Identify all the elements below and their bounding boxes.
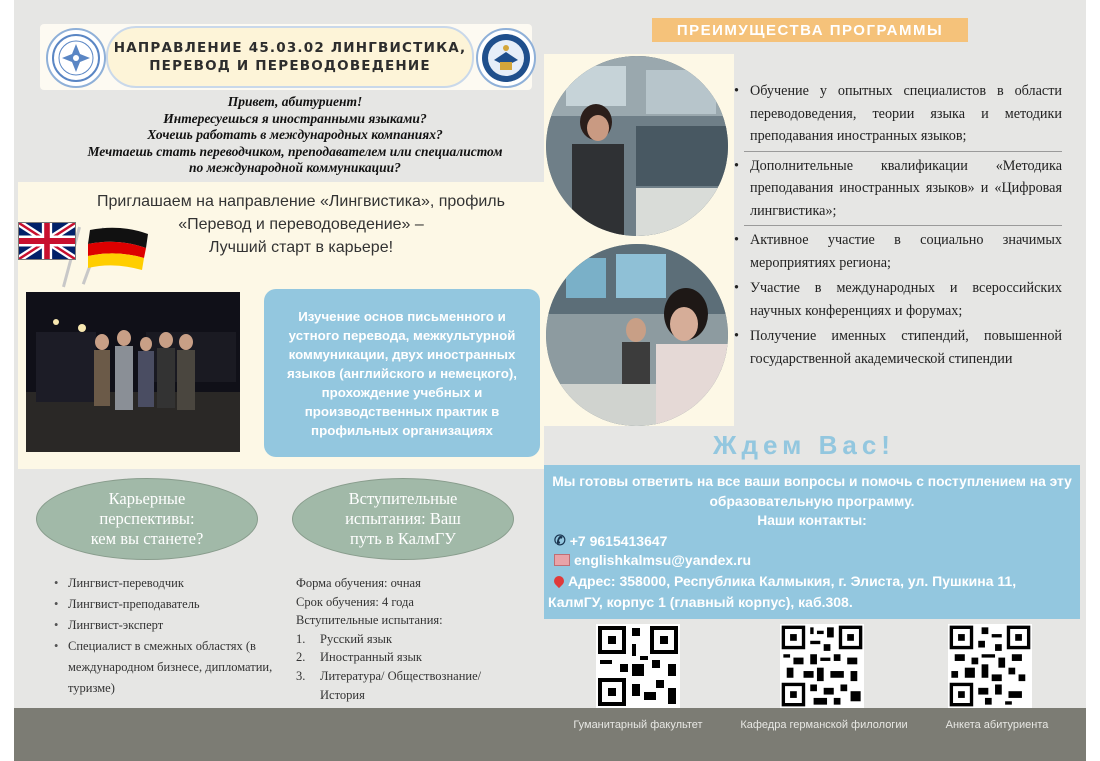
list-item: • Лингвист-эксперт <box>54 615 284 636</box>
greeting-line: по международной коммуникации? <box>189 160 401 175</box>
uk-flag-icon <box>18 222 76 260</box>
advantage-item: • Участие в международных и всероссийских научных конференциях и форумах; <box>734 277 1062 322</box>
qr-label: Кафедра германской филологии <box>740 719 908 731</box>
invitation-line: «Перевод и переводоведение» – <box>178 216 424 233</box>
exams-label: Вступительные испытания: <box>296 613 443 628</box>
direction-title-badge <box>106 26 474 88</box>
phone-icon: ✆ <box>554 532 566 548</box>
greeting-line: Привет, абитуриент! <box>227 94 363 109</box>
divider <box>744 225 1062 226</box>
phone-number[interactable]: +7 9615413647 <box>569 532 668 549</box>
career-list <box>54 573 284 699</box>
contacts-intro: Мы готовы ответить на все ваши вопросы и помочь с поступлением на эту образовательную программу. <box>552 474 1072 509</box>
exams-oval <box>292 478 514 560</box>
exam-info <box>296 574 520 704</box>
study-duration: Срок обучения: 4 года <box>296 594 414 609</box>
faculty-logo-right <box>476 28 536 88</box>
list-item: • Специалист в смежных областях (в международном бизнесе, дипломатии, туризме) <box>54 636 284 699</box>
direction-title: НАПРАВЛЕНИЕ 45.03.02 ЛИНГВИСТИКА, ПЕРЕВОД И ПЕРЕВОДОВЕДЕНИЕ <box>113 39 467 74</box>
address-row <box>554 573 1016 589</box>
address-line-2: КалмГУ, корпус 1 (главный корпус), каб.308. <box>548 594 853 610</box>
footer-band <box>14 708 1086 761</box>
divider <box>744 151 1062 152</box>
qr-code[interactable] <box>948 624 1032 708</box>
exam-item: 2. Иностранный язык <box>296 650 422 665</box>
exam-name: Иностранный язык <box>320 650 422 665</box>
location-pin-icon <box>552 574 566 588</box>
email-row <box>554 552 751 568</box>
invitation-line: Приглашаем на направление «Лингвистика», профиль <box>97 193 505 210</box>
greeting-line: Мечтаешь стать переводчиком, преподавателем или специалистом <box>87 143 503 159</box>
advantage-item: • Дополнительные квалификации «Методика преподавания иностранных языков» и «Цифровая лингвистика»; <box>734 155 1062 223</box>
qr-code[interactable] <box>780 624 864 708</box>
qr-code[interactable] <box>596 624 680 708</box>
phone-row <box>554 532 667 549</box>
career-oval-label: Карьерные перспективы: кем вы станете? <box>90 489 204 548</box>
study-description-box <box>264 289 540 457</box>
greeting-line: Интересуешься я иностранными языками? <box>163 110 427 126</box>
advantage-item: • Получение именных стипендий, повышенной государственной академической стипендии <box>734 325 1062 370</box>
email-address[interactable]: englishkalmsu@yandex.ru <box>574 552 752 568</box>
qr-label: Гуманитарный факультет <box>573 719 703 731</box>
exam-item: 3. Литература/ Обществознание/ История <box>296 668 482 702</box>
advantage-item: • Обучение у опытных специалистов в области переводоведения, теории языка и методики преподавания иностранных языков; <box>734 80 1062 148</box>
contacts-header <box>548 472 1076 531</box>
exam-item: 1. Русский язык <box>296 631 393 646</box>
advantages-title: ПРЕИМУЩЕСТВА ПРОГРАММЫ <box>652 18 968 42</box>
interpreters-booth-photo <box>546 56 728 236</box>
germany-flag-icon <box>86 226 152 270</box>
exam-name: Русский язык <box>320 631 393 646</box>
contacts-heading: Наши контакты: <box>757 513 867 528</box>
exam-name: Литература/ Обществознание/ История <box>320 668 482 702</box>
exams-oval-label: Вступительные испытания: Ваш путь в КалмГУ <box>345 489 461 548</box>
mail-icon <box>554 554 570 566</box>
study-description: Изучение основ письменного и устного перевода, межкультурной коммуникации, двух иностранных языков (английского и немецкого), прохождение учебных и производственных практик в профильных организациях <box>287 308 517 438</box>
greeting-text <box>60 94 530 177</box>
advantage-item: • Активное участие в социально значимых мероприятиях региона; <box>734 229 1062 274</box>
welcome-heading: Ждем Вас! <box>713 430 895 460</box>
list-item: • Лингвист-преподаватель <box>54 594 284 615</box>
study-form: Форма обучения: очная <box>296 576 421 590</box>
qr-label: Анкета абитуриента <box>945 719 1049 731</box>
university-logo-left <box>46 28 106 88</box>
advantages-list <box>734 80 1062 373</box>
list-item: • Лингвист-переводчик <box>54 573 284 594</box>
classroom-photo <box>546 244 728 426</box>
address-line: Адрес: 358000, Республика Калмыкия, г. Элиста, ул. Пушкина 11, <box>568 573 1017 589</box>
flyer-sheet <box>14 0 1086 761</box>
students-group-photo <box>26 292 240 452</box>
invitation-line: Лучший старт в карьере! <box>208 239 394 256</box>
career-oval <box>36 478 258 560</box>
greeting-line: Хочешь работать в международных компаниях? <box>147 127 443 142</box>
